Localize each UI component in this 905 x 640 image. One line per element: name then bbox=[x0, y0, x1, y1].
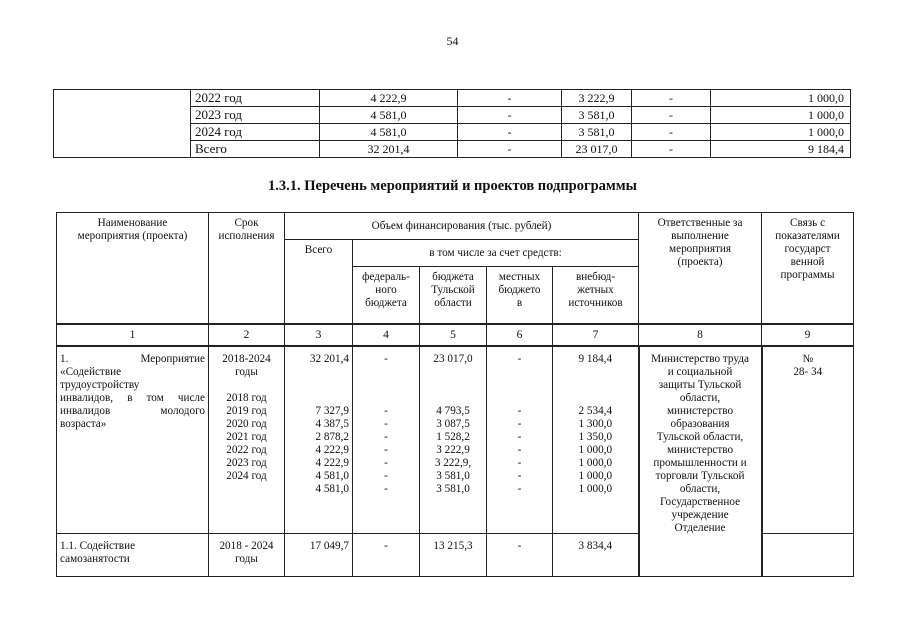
column-number: 9 bbox=[762, 324, 854, 346]
year-total: 4 387,5 bbox=[315, 418, 349, 430]
header-federal: федераль- ного бюджета bbox=[353, 267, 420, 325]
year-federal: - bbox=[384, 483, 388, 495]
total-cell: 4 581,0 bbox=[320, 107, 458, 124]
year-local: - bbox=[517, 470, 522, 482]
regional-cell: 3 222,9 bbox=[562, 90, 632, 107]
total-cell: 4 581,0 bbox=[320, 124, 458, 141]
federal-cell: - bbox=[458, 124, 562, 141]
year-total: 4 581,0 bbox=[315, 470, 349, 482]
year-total: 7 327,9 bbox=[315, 405, 349, 417]
measure-term: 2018 - 2024 годы bbox=[209, 534, 285, 577]
header-including: в том числе за счет средств: bbox=[353, 240, 639, 267]
measure-total: 32 201,4 7 327,9 4 387,5 2 878,2 4 222,9 4 222,9 4 581,0 4 581,0 bbox=[285, 346, 353, 534]
column-number: 6 bbox=[487, 324, 553, 346]
header-total: Всего bbox=[285, 240, 353, 325]
year-total: 4 222,9 bbox=[315, 444, 349, 456]
year-label: 2020 год bbox=[226, 418, 267, 430]
extra-cell: 1 000,0 bbox=[711, 90, 851, 107]
header-local: местных бюджето в bbox=[487, 267, 553, 325]
year-label: 2018 год bbox=[226, 392, 267, 404]
federal-cell: - bbox=[458, 107, 562, 124]
local-cell: - bbox=[632, 90, 711, 107]
responsible-line: области, bbox=[679, 483, 721, 495]
header-regional: бюджета Тульской области bbox=[420, 267, 487, 325]
regional-cell: 23 017,0 bbox=[562, 141, 632, 158]
year-label: 2024 год bbox=[226, 470, 267, 482]
year-local: - bbox=[517, 444, 522, 456]
measure-name: 1. Мероприятие «Содействие трудоустройству инвалидов, в том числе инвалидов молодого возраста» bbox=[57, 346, 209, 534]
header-responsible: Ответственные за выполнение мероприятия (проекта) bbox=[639, 213, 762, 325]
regional-cell: 3 581,0 bbox=[562, 107, 632, 124]
responsible-line: промышленности и bbox=[653, 457, 747, 469]
year-total: 2 878,2 bbox=[315, 431, 349, 443]
measure-regional: 23 017,0 4 793,5 3 087,5 1 528,2 3 222,9 3 222,9, 3 581,0 3 581,0 bbox=[420, 346, 487, 534]
year-regional: 1 528,2 bbox=[436, 431, 470, 443]
year-federal: - bbox=[384, 405, 388, 417]
year-extra: 1 000,0 bbox=[578, 483, 613, 495]
header-extra: внебюд- жетных источников bbox=[553, 267, 639, 325]
year-federal: - bbox=[384, 457, 388, 469]
year-cell: Всего bbox=[191, 141, 320, 158]
year-regional: 3 222,9, bbox=[434, 457, 472, 469]
federal-cell: - bbox=[458, 90, 562, 107]
column-number: 1 bbox=[57, 324, 209, 346]
responsible-line: защиты Тульской bbox=[658, 379, 742, 391]
empty-name-cell bbox=[54, 90, 191, 158]
measure-federal: - bbox=[353, 534, 420, 577]
measure-extra: 9 184,4 2 534,4 1 300,0 1 350,0 1 000,0 1 000,0 1 000,0 1 000,0 bbox=[553, 346, 639, 534]
measure-name: 1.1. Содействие самозанятости bbox=[57, 534, 209, 577]
measures-table bbox=[56, 212, 854, 577]
year-local: - bbox=[517, 418, 522, 430]
year-total: 4 222,9 bbox=[315, 457, 349, 469]
column-number: 5 bbox=[420, 324, 487, 346]
year-federal: - bbox=[384, 431, 388, 443]
measure-term: 2018-2024 годы 2018 год 2019 год 2020 год 2021 год 2022 год 2023 год 2024 год bbox=[209, 346, 285, 534]
year-regional: 3 222,9 bbox=[436, 444, 470, 456]
total-cell: 32 201,4 bbox=[320, 141, 458, 158]
year-label: 2019 год bbox=[226, 405, 267, 417]
regional-cell: 3 581,0 bbox=[562, 124, 632, 141]
table-row bbox=[57, 346, 854, 534]
responsible-line: учреждение bbox=[671, 509, 729, 521]
total-cell: 4 222,9 bbox=[320, 90, 458, 107]
year-cell: 2022 год bbox=[191, 90, 320, 107]
extra-cell: 9 184,4 bbox=[711, 141, 851, 158]
header-funding: Объем финансирования (тыс. рублей) bbox=[285, 213, 639, 240]
year-extra: 1 000,0 bbox=[578, 470, 613, 482]
year-regional: 4 793,5 bbox=[436, 405, 470, 417]
page-number: 54 bbox=[446, 34, 459, 48]
year-extra: 2 534,4 bbox=[578, 405, 613, 417]
measure-extra: 3 834,4 bbox=[553, 534, 639, 577]
column-number: 4 bbox=[353, 324, 420, 346]
responsible-line: торговли Тульской bbox=[655, 470, 745, 482]
measure-local: - bbox=[487, 534, 553, 577]
year-label: 2022 год bbox=[226, 444, 267, 456]
header-name: Наименование мероприятия (проекта) bbox=[57, 213, 209, 325]
funding-continuation-table bbox=[53, 89, 851, 158]
responsible-line: министерство bbox=[666, 405, 734, 417]
year-extra: 1 350,0 bbox=[578, 431, 613, 443]
year-local: - bbox=[517, 483, 522, 495]
year-extra: 1 000,0 bbox=[578, 457, 613, 469]
column-number: 7 bbox=[553, 324, 639, 346]
federal-cell: - bbox=[458, 141, 562, 158]
column-number: 3 bbox=[285, 324, 353, 346]
responsible-line: области, bbox=[679, 392, 721, 404]
year-federal: - bbox=[384, 418, 388, 430]
responsible-line: Министерство труда bbox=[651, 353, 749, 365]
year-cell: 2023 год bbox=[191, 107, 320, 124]
extra-cell: 1 000,0 bbox=[711, 124, 851, 141]
responsible-line: и социальной bbox=[667, 366, 733, 378]
responsible-line: Государственное bbox=[660, 496, 741, 508]
column-number-row bbox=[57, 324, 854, 346]
year-extra: 1 000,0 bbox=[578, 444, 613, 456]
column-number: 2 bbox=[209, 324, 285, 346]
year-regional: 3 581,0 bbox=[436, 483, 470, 495]
year-local: - bbox=[517, 457, 522, 469]
local-cell: - bbox=[632, 141, 711, 158]
year-regional: 3 087,5 bbox=[436, 418, 470, 430]
measure-link bbox=[762, 534, 854, 577]
year-label: 2023 год bbox=[226, 457, 267, 469]
year-total: 4 581,0 bbox=[315, 483, 349, 495]
year-label: 2021 год bbox=[226, 431, 267, 443]
local-cell: - bbox=[632, 107, 711, 124]
measure-link: № 28- 34 bbox=[762, 346, 854, 534]
measure-total: 17 049,7 bbox=[285, 534, 353, 577]
column-number: 8 bbox=[639, 324, 762, 346]
measure-responsible bbox=[639, 346, 762, 577]
measure-federal: - - - - - - - - bbox=[353, 346, 420, 534]
year-local: - bbox=[517, 431, 522, 443]
responsible-line: министерство bbox=[666, 444, 734, 456]
extra-cell: 1 000,0 bbox=[711, 107, 851, 124]
year-federal: - bbox=[384, 444, 388, 456]
year-cell: 2024 год bbox=[191, 124, 320, 141]
local-cell: - bbox=[632, 124, 711, 141]
header-term: Срок исполнения bbox=[209, 213, 285, 325]
responsible-line: образования bbox=[670, 418, 730, 430]
measure-local: - - - - - - - - bbox=[487, 346, 553, 534]
year-local: - bbox=[517, 405, 522, 417]
responsible-line: Отделение bbox=[674, 522, 726, 534]
header-link: Связь с показателями государст венной программы bbox=[762, 213, 854, 325]
year-regional: 3 581,0 bbox=[436, 470, 470, 482]
responsible-line: Тульской области, bbox=[656, 431, 744, 443]
section-title: 1.3.1. Перечень мероприятий и проектов подпрограммы bbox=[268, 178, 637, 194]
year-federal: - bbox=[384, 470, 388, 482]
measure-regional: 13 215,3 bbox=[420, 534, 487, 577]
table-row bbox=[54, 90, 851, 107]
year-extra: 1 300,0 bbox=[578, 418, 613, 430]
